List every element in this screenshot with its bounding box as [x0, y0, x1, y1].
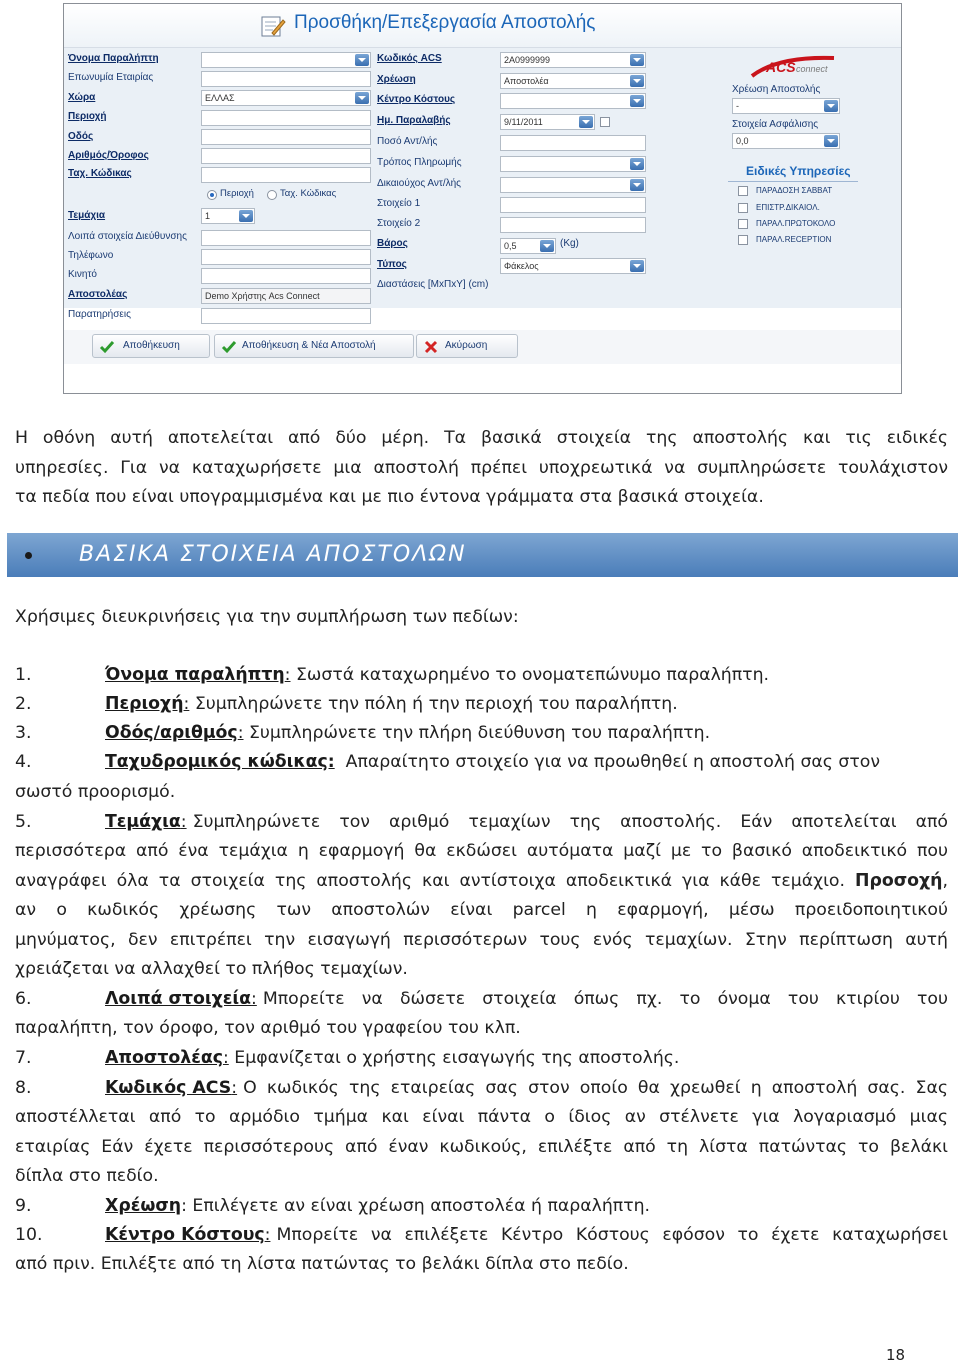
cod-amount-input[interactable]: [500, 135, 646, 151]
item-2: [105, 690, 678, 720]
pickup-date-value: 9/11/2011: [504, 117, 543, 127]
item-text: Μπορείτε να δώσετε στοιχεία όπως πχ. το όνομα του κτιρίου του: [262, 989, 948, 1009]
label-sender: Αποστολέας: [68, 289, 128, 300]
hint-text: Χρήσιμες διευκρινήσεις για την συμπλήρωση των πεδίων:: [15, 607, 519, 627]
chevron-down-icon[interactable]: [630, 158, 644, 170]
item-8: [105, 1074, 948, 1104]
item-7: [105, 1044, 679, 1074]
item-term: Χρέωση: [105, 1196, 182, 1216]
service-checkbox[interactable]: [738, 186, 748, 196]
item-sep: :: [264, 1225, 271, 1245]
pickup-date-input[interactable]: [500, 114, 595, 130]
label-notes: Παρατηρήσεις: [68, 309, 131, 320]
label-mobile: Κινητό: [68, 269, 97, 280]
cancel-button[interactable]: [416, 334, 518, 358]
stepper-icon[interactable]: [239, 210, 253, 222]
item-number: 10.: [15, 1225, 43, 1245]
weight-value: 0,5: [504, 241, 517, 251]
radio-area[interactable]: [207, 190, 217, 200]
save-button[interactable]: [92, 334, 210, 358]
text-line: τα πεδία που είναι υπογραμμισμένα και με πιο έντονα γράμματα στα βασικά στοιχεία.: [15, 487, 764, 507]
pieces-stepper[interactable]: [201, 208, 255, 224]
bullet-icon: [25, 552, 32, 559]
item-sep: :: [181, 1196, 187, 1216]
item-number: 1.: [15, 665, 32, 685]
item-text: από πριν. Επιλέξτε από τη λίστα πατώντας το βελάκι δίπλα στο πεδίο.: [15, 1254, 629, 1274]
item-sep: :: [231, 1078, 238, 1098]
acs-code-select[interactable]: [500, 52, 646, 68]
service-saturday-label: ΠΑΡΑΔΟΣΗ ΣΑΒΒΑΤ: [756, 186, 833, 195]
pieces-value: 1: [205, 211, 211, 221]
chevron-down-icon[interactable]: [630, 95, 644, 107]
pickup-date-checkbox[interactable]: [600, 117, 610, 127]
payment-method-select[interactable]: [500, 156, 646, 172]
country-value: ΕΛΛΑΣ: [205, 93, 235, 103]
radio-area-label: Περιοχή: [220, 188, 254, 199]
cancel-button-label: Ακύρωση: [445, 340, 488, 351]
label-number-floor: Αριθμός/Όροφος: [68, 150, 149, 161]
item-number: 3.: [15, 723, 32, 743]
item-10: [105, 1221, 948, 1251]
item-term: Κωδικός ACS: [105, 1078, 232, 1098]
item-term: Αποστολέας: [105, 1048, 223, 1068]
svg-text:ACS: ACS: [766, 59, 796, 75]
item-number: 2.: [15, 694, 32, 714]
insurance-value: 0,0: [736, 136, 749, 146]
checkmark-icon: [99, 339, 115, 355]
item-sep: :: [284, 665, 291, 685]
other-address-input[interactable]: [201, 230, 371, 246]
label-cod-amount: Ποσό Αντ/λής: [377, 136, 438, 147]
radio-zip-label: Ταχ. Κώδικας: [280, 188, 337, 199]
label-street: Οδός: [68, 131, 94, 142]
label-item-1: Στοιχείο 1: [377, 198, 421, 209]
item-number: 6.: [15, 989, 32, 1009]
intro-paragraph: [15, 424, 948, 513]
save-button-label: Αποθήκευση: [123, 340, 180, 351]
text-line: αποστέλλεται από το αρμόδιο τμήμα και είναι πάντα ο ίδιος αν στέλνετε για λογαριασμό μιας: [15, 1107, 948, 1127]
chevron-down-icon[interactable]: [630, 179, 644, 191]
item-text: παραλήπτη, τον όροφο, τον αριθμό του γραφείου του κλπ.: [15, 1018, 521, 1038]
mobile-input[interactable]: [201, 268, 371, 284]
charge-value: Αποστολέα: [504, 76, 549, 86]
label-recipient-name: Όνομα Παραλήπτη: [68, 53, 159, 64]
item-text: Συμπληρώνετε την πλήρη διεύθυνση του παραλήπτη.: [243, 723, 711, 743]
divider: [728, 181, 858, 182]
item-term: Λοιπά στοιχεία: [105, 989, 252, 1009]
number-floor-input[interactable]: [201, 148, 371, 164]
item-number: 5.: [15, 812, 32, 832]
item-1-input[interactable]: [500, 197, 646, 213]
checkmark-icon: [221, 339, 237, 355]
item-sep: :: [237, 723, 244, 743]
label-charge: Χρέωση: [377, 74, 416, 85]
cost-center-select[interactable]: [500, 93, 646, 109]
screenshot-panel: [63, 3, 902, 394]
label-item-2: Στοιχείο 2: [377, 218, 421, 229]
calendar-icon[interactable]: [579, 116, 593, 128]
text-line: εταιρίας Εάν έχετε περισσότερους από έναν κωδικούς, επιλέξτε από τη λίστα πατώντας το βελάκι: [15, 1136, 948, 1157]
item-6: [105, 985, 948, 1015]
item-5: [105, 808, 948, 838]
section-banner: [7, 533, 958, 577]
item-8-body: [15, 1103, 948, 1192]
item-text: Ο κωδικός της εταιρείας σας στον οποίο θα χρεωθεί η αποστολή σας. Σας: [243, 1078, 948, 1098]
chevron-down-icon[interactable]: [824, 100, 838, 112]
stepper-icon[interactable]: [540, 240, 554, 252]
sender-field: [201, 288, 371, 304]
label-company: Επωνυμία Εταιρίας: [68, 72, 154, 83]
item-term: Περιοχή: [105, 694, 184, 714]
phone-input[interactable]: [201, 249, 371, 265]
edit-form-icon: [260, 14, 286, 38]
label-insurance: Στοιχεία Ασφάλισης: [732, 119, 819, 130]
insurance-stepper[interactable]: [732, 133, 840, 149]
sender-value: Demo Χρήστης Acs Connect: [205, 291, 320, 301]
type-select[interactable]: [500, 258, 646, 274]
item-text: Εμφανίζεται ο χρήστης εισαγωγής της αποστολής.: [228, 1048, 680, 1068]
item-5-body: [15, 837, 948, 985]
item-term: Οδός/αριθμός: [105, 723, 238, 743]
text-line: Η οθόνη αυτή αποτελείται από δύο μέρη. Τα βασικά στοιχεία της αποστολής και τις ειδικές: [15, 428, 948, 448]
item-1: [105, 661, 769, 691]
label-phone: Τηλέφωνο: [68, 250, 114, 261]
label-area: Περιοχή: [68, 111, 107, 122]
label-dimensions: Διαστάσεις [ΜxΠxΥ] (cm): [377, 279, 489, 290]
item-3: [105, 719, 710, 749]
save-new-button[interactable]: [214, 334, 414, 358]
item-number: 4.: [15, 752, 32, 772]
service-return-docs-label: ΕΠΙΣΤΡ.ΔΙΚΑΙΟΛ.: [756, 203, 820, 212]
item-number: 9.: [15, 1196, 32, 1216]
item-term: Τεμάχια: [105, 812, 181, 832]
screenshot-header: [64, 4, 901, 48]
item-number: 7.: [15, 1048, 32, 1068]
service-checkbox[interactable]: [738, 235, 748, 245]
text-line: αναγράφει όλα τα στοιχεία της αποστολής και αντίστοιχα αποδεικτικά για κάθε τεμάχιο. Προσοχή,: [15, 870, 948, 891]
zip-input[interactable]: [201, 167, 371, 183]
text-line: αν ο κωδικός χρέωσης των αποστολών είναι parcel η εφαρμογή, μέσω προειδοποιητικού: [15, 900, 948, 920]
street-input[interactable]: [201, 129, 371, 145]
shipment-charge-select[interactable]: [732, 98, 840, 114]
company-input[interactable]: [201, 71, 371, 87]
recipient-name-input[interactable]: [201, 52, 371, 68]
label-pieces: Τεμάχια: [68, 210, 106, 221]
text-line: δίπλα στο πεδίο.: [15, 1166, 159, 1186]
chevron-down-icon[interactable]: [630, 260, 644, 272]
special-services-title: Ειδικές Υπηρεσίες: [746, 164, 851, 178]
charge-select[interactable]: [500, 73, 646, 89]
item-2-input[interactable]: [500, 217, 646, 233]
item-term: Ταχυδρομικός κώδικας:: [105, 752, 335, 772]
item-sep: :: [180, 812, 187, 832]
label-pickup-date: Ημ. Παραλαβής: [377, 115, 451, 126]
item-sep: :: [251, 989, 257, 1009]
label-cod-beneficiary: Δικαιούχος Αντ/λής: [377, 178, 461, 189]
label-weight: Βάρος: [377, 238, 408, 249]
item-text: Μπορείτε να επιλέξετε Κέντρο Κόστους εφόσον το έχετε καταχωρήσει: [276, 1225, 948, 1245]
screenshot-title: Προσθήκη/Επεξεργασία Αποστολής: [294, 12, 596, 33]
chevron-down-icon[interactable]: [355, 92, 369, 104]
page-number: 18: [886, 1346, 906, 1364]
close-icon: [423, 339, 439, 355]
item-term: Όνομα παραλήπτη: [105, 665, 285, 685]
acs-code-value: 2Α0999999: [504, 55, 551, 65]
radio-zip[interactable]: [267, 190, 277, 200]
area-input[interactable]: [201, 110, 371, 126]
text-line: περισσότερα από ένα τεμάχια η εφαρμογή θα εκδώσει αυτόματα μαζί με το βασικό αποδεικτικό που: [15, 841, 948, 861]
item-number: 8.: [15, 1078, 32, 1098]
label-other-address: Λοιπά στοιχεία Διεύθυνσης: [68, 231, 187, 242]
item-sep: :: [183, 694, 190, 714]
text-line: χρειάζεται να αλλαχθεί το πλήθος τεμαχίων.: [15, 959, 408, 979]
label-payment-method: Τρόπος Πληρωμής: [377, 157, 462, 168]
item-4: [105, 748, 880, 778]
label-cost-center: Κέντρο Κόστους: [377, 94, 456, 105]
save-new-button-label: Αποθήκευση & Νέα Αποστολή: [242, 340, 376, 351]
item-text: Σωστά καταχωρημένο το ονοματεπώνυμο παραλήπτη.: [290, 665, 770, 685]
item-text: Απαραίτητο στοιχείο για να προωθηθεί η αποστολή σας στον: [345, 752, 881, 772]
service-reception-label: ΠΑΡΑΛ.RECEPTION: [756, 235, 832, 244]
item-text: σωστό προορισμό.: [15, 782, 176, 802]
label-acs-code: Κωδικός ACS: [377, 53, 442, 64]
item-9: [105, 1192, 650, 1222]
item-term: Κέντρο Κόστους: [105, 1225, 265, 1245]
service-checkbox[interactable]: [738, 219, 748, 229]
type-value: Φάκελος: [504, 261, 539, 271]
label-country: Χώρα: [68, 92, 96, 103]
label-shipment-charge: Χρέωση Αποστολής: [732, 84, 821, 95]
cod-beneficiary-select[interactable]: [500, 177, 646, 193]
item-text: Συμπληρώνετε τον αριθμό τεμαχίων της αποστολής. Εάν αποτελείται από: [192, 812, 948, 832]
label-zip: Ταχ. Κώδικας: [68, 168, 132, 179]
acs-connect-logo: [748, 52, 842, 82]
label-type: Τύπος: [377, 259, 407, 270]
notes-input[interactable]: [201, 308, 371, 324]
item-text: Επιλέγετε αν είναι χρέωση αποστολέα ή παραλήπτη.: [186, 1196, 651, 1216]
chevron-down-icon[interactable]: [630, 54, 644, 66]
weight-unit: (Kg): [560, 238, 579, 249]
weight-stepper[interactable]: [500, 238, 556, 254]
svg-text:connect: connect: [796, 64, 828, 74]
stepper-icon[interactable]: [824, 135, 838, 147]
shipment-charge-value: -: [736, 101, 739, 111]
service-checkbox[interactable]: [738, 203, 748, 213]
text-line: μηνύματος, δεν επιτρέπει την εισαγωγή περισσότερων τους ενός τεμαχίων. Στην περίπτωση αυτή: [15, 929, 948, 950]
section-title: ΒΑΣΙΚΑ ΣΤΟΙΧΕΙΑ ΑΠΟΣΤΟΛΩΝ: [79, 542, 467, 567]
text-line: υπηρεσίες. Για να καταχωρήσετε μια αποστολή πρέπει υποχρεωτικά να συμπληρώσετε τουλάχιστον: [15, 457, 948, 478]
item-sep: :: [222, 1048, 229, 1068]
chevron-down-icon[interactable]: [630, 75, 644, 87]
item-text: Συμπληρώνετε την πόλη ή την περιοχή του παραλήπτη.: [189, 694, 678, 714]
service-protocol-label: ΠΑΡΑΛ.ΠΡΩΤΟΚΟΛΟ: [756, 219, 836, 228]
country-select[interactable]: [201, 90, 371, 106]
lookup-button[interactable]: [355, 54, 369, 66]
